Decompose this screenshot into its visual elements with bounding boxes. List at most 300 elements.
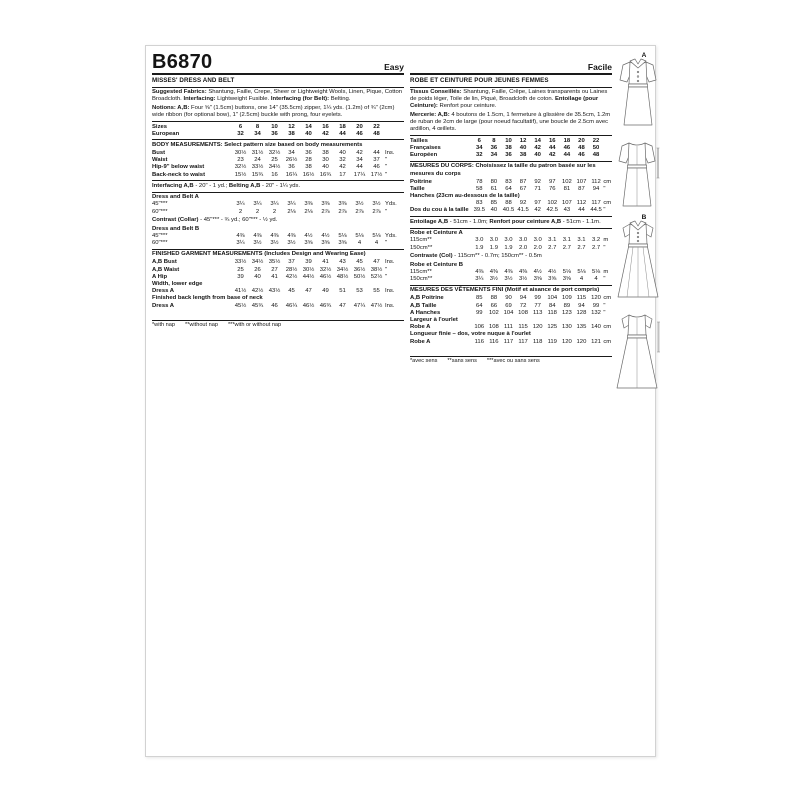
text-segment: - 51cm - 1.1m. bbox=[561, 218, 601, 225]
cell-value: 99 bbox=[592, 302, 600, 309]
unit-label: Ins. bbox=[385, 259, 395, 266]
cell-value: 5⅛ bbox=[562, 268, 571, 275]
cell-value: 44 bbox=[578, 207, 585, 214]
cell-value: 17½ bbox=[370, 171, 383, 178]
cell-value: 3.2 bbox=[591, 237, 601, 244]
text-segment: Mercerie: A,B: bbox=[410, 112, 452, 118]
cell-value: 20 bbox=[578, 137, 585, 144]
cell-value: 34 bbox=[490, 151, 498, 158]
cell-value: 38 bbox=[322, 149, 329, 156]
cell-value: 16½ bbox=[302, 171, 315, 178]
cell-value: 3¼ bbox=[287, 201, 296, 208]
cell-value: 140 bbox=[591, 324, 601, 331]
cell-value: 42 bbox=[534, 207, 541, 214]
cell-value: 44 bbox=[548, 144, 556, 151]
row-label: Européen bbox=[410, 151, 438, 158]
unit-label: " bbox=[385, 273, 388, 280]
cell-value: 43 bbox=[563, 207, 571, 214]
table-row bbox=[152, 259, 404, 266]
cell-value: 117 bbox=[503, 338, 514, 345]
cell-value: 53 bbox=[356, 288, 363, 295]
cell-value: 16 bbox=[548, 137, 556, 144]
cell-value: 40 bbox=[305, 130, 312, 137]
cell-value: 26½ bbox=[285, 157, 298, 164]
cell-value: 92 bbox=[534, 178, 541, 185]
cell-value: 4½ bbox=[321, 233, 330, 240]
row-label: Tailles bbox=[410, 137, 428, 144]
unit-label: " bbox=[603, 207, 606, 214]
text-segment: - 20" - 1 yd.; bbox=[193, 182, 229, 189]
cell-value: 116 bbox=[474, 338, 484, 345]
cell-value: 16¾ bbox=[319, 171, 332, 178]
cell-value: 42.5 bbox=[546, 207, 558, 214]
cell-value: 25 bbox=[271, 157, 278, 164]
divider bbox=[152, 320, 404, 321]
divider bbox=[410, 356, 612, 357]
cell-value: 4⅜ bbox=[270, 233, 279, 240]
text-segment: Contraste (Col) bbox=[410, 252, 453, 259]
table-row bbox=[152, 274, 404, 281]
cell-value: 48 bbox=[373, 130, 380, 137]
cell-value: 47 bbox=[305, 288, 312, 295]
cell-value: 39 bbox=[237, 273, 244, 280]
cell-value: 66 bbox=[490, 302, 498, 309]
table-row bbox=[410, 331, 612, 338]
cell-value: 2.7 bbox=[577, 244, 586, 251]
cell-value: 41½ bbox=[234, 288, 247, 295]
cell-value: 118 bbox=[532, 338, 543, 345]
cell-value: 3½ bbox=[518, 276, 528, 283]
cell-value: 32½ bbox=[268, 149, 281, 156]
cell-value: 64 bbox=[476, 302, 483, 309]
cell-value: 85 bbox=[490, 200, 498, 207]
cell-value: 77 bbox=[534, 302, 541, 309]
cell-value: 2.7 bbox=[591, 244, 601, 251]
row-label: 45"*** bbox=[152, 233, 168, 240]
measurement-table bbox=[410, 230, 612, 252]
dress-b-back-sketch bbox=[615, 306, 661, 392]
cell-value: 45 bbox=[356, 259, 363, 266]
cell-value: 2.7 bbox=[562, 244, 571, 251]
row-section-label: Hanches (23cm au-dessous de la taille) bbox=[410, 193, 520, 200]
cell-value: 22 bbox=[373, 123, 380, 130]
cell-value: 120 bbox=[561, 338, 572, 345]
cell-value: 40 bbox=[519, 144, 527, 151]
cell-value: 46 bbox=[271, 302, 278, 309]
table-row bbox=[410, 324, 612, 331]
table-row bbox=[152, 164, 404, 171]
row-label: 45"*** bbox=[152, 201, 168, 208]
cell-value: 32½ bbox=[319, 266, 332, 273]
cell-value: 42½ bbox=[285, 273, 298, 280]
cell-value: 47¼ bbox=[353, 302, 366, 309]
view-label: B bbox=[641, 214, 647, 221]
cell-value: 40 bbox=[339, 149, 346, 156]
cell-value: 37 bbox=[373, 157, 380, 164]
cell-value: 43½ bbox=[268, 288, 281, 295]
table-row bbox=[152, 124, 404, 131]
cell-value: 48½ bbox=[336, 273, 349, 280]
unit-label: cm bbox=[603, 324, 612, 331]
cell-value: 46½ bbox=[319, 273, 332, 280]
text-segment: Shantung, Faille, Crepe, Sheer or Lightweight Wools, Linen, Pique, Cotton Broadcloth. bbox=[152, 89, 403, 102]
title-row-english bbox=[152, 53, 404, 72]
cell-value: 67 bbox=[519, 185, 527, 192]
cell-value: 16¼ bbox=[285, 171, 298, 178]
cell-value: 4⅜ bbox=[504, 268, 513, 275]
row-label: 115cm** bbox=[410, 237, 432, 244]
row-section-label: Robe et Ceinture A bbox=[410, 230, 463, 237]
row-section-label: Width, lower edge bbox=[152, 281, 203, 288]
unit-label: Ins. bbox=[385, 302, 395, 309]
measurement-table bbox=[152, 124, 404, 138]
cell-value: 108 bbox=[518, 309, 528, 316]
title-divider bbox=[152, 73, 404, 75]
text-segment: - 20" - 1¼ yds. bbox=[260, 182, 301, 189]
cell-value: 89 bbox=[563, 302, 571, 309]
measurement-table bbox=[410, 138, 612, 160]
cell-value: 38 bbox=[288, 130, 295, 137]
cell-value: 46 bbox=[578, 151, 585, 158]
cell-value: 2⅞ bbox=[338, 208, 347, 215]
cell-value: 97 bbox=[534, 200, 541, 207]
cell-value: 14 bbox=[305, 123, 312, 130]
text-segment: Interfacing: bbox=[183, 96, 218, 102]
cell-value: 26 bbox=[254, 266, 261, 273]
cell-value: 2.0 bbox=[518, 244, 528, 251]
cell-value: 16 bbox=[271, 171, 278, 178]
table-row bbox=[152, 267, 404, 274]
text-segment: - 115cm** - 0.7m; 150cm** - 0.5m bbox=[452, 252, 542, 259]
cell-value: 12 bbox=[288, 123, 295, 130]
divider bbox=[410, 285, 612, 286]
dress-b-front-sketch bbox=[615, 215, 661, 301]
cell-value: 99 bbox=[476, 309, 483, 316]
cell-value: 107 bbox=[561, 200, 572, 207]
difficulty-label-french: Facile bbox=[587, 62, 612, 72]
table-row bbox=[410, 152, 612, 159]
text-segment: *avec sens bbox=[410, 358, 438, 365]
table-row bbox=[152, 295, 404, 302]
cell-value: 94 bbox=[519, 295, 527, 302]
unit-label: " bbox=[385, 266, 388, 273]
cell-value: 78 bbox=[476, 178, 483, 185]
cell-value: 36 bbox=[490, 144, 498, 151]
english-column bbox=[152, 53, 404, 329]
cell-value: 40 bbox=[322, 164, 329, 171]
cell-value: 32 bbox=[237, 130, 244, 137]
cell-value: 2.0 bbox=[533, 244, 542, 251]
row-label: Dress A bbox=[152, 288, 175, 295]
cell-value: 27 bbox=[271, 266, 278, 273]
cell-value: 3.1 bbox=[562, 237, 571, 244]
row-label: Robe A bbox=[410, 338, 431, 345]
cell-value: 46 bbox=[356, 130, 363, 137]
unit-label: cm bbox=[603, 178, 612, 185]
table-row bbox=[410, 262, 612, 269]
text-segment: Interfacing (for Belt): bbox=[270, 96, 331, 102]
row-label: Poitrine bbox=[410, 178, 432, 185]
cell-value: 34½ bbox=[251, 259, 264, 266]
row-label: 60"*** bbox=[152, 208, 168, 215]
cell-value: 3⅝ bbox=[533, 276, 542, 283]
cell-value: 25 bbox=[237, 266, 244, 273]
cell-value: 3½ bbox=[253, 240, 262, 247]
cell-value: 104 bbox=[503, 309, 514, 316]
cell-value: 3⅝ bbox=[321, 240, 330, 247]
row-label: Bust bbox=[152, 149, 166, 156]
row-section-label: Dress and Belt B bbox=[152, 225, 200, 232]
unit-label bbox=[385, 131, 402, 138]
cell-value: 3¼ bbox=[270, 201, 279, 208]
cell-value: 102 bbox=[488, 309, 499, 316]
cell-value: 32½ bbox=[234, 164, 247, 171]
unit-label: " bbox=[603, 302, 606, 309]
cell-value: 15¾ bbox=[251, 171, 264, 178]
table-row bbox=[410, 317, 612, 324]
table-row bbox=[410, 276, 612, 283]
cell-value: 97 bbox=[548, 178, 556, 185]
measurement-table bbox=[152, 194, 404, 216]
cell-value: 3.1 bbox=[577, 237, 586, 244]
paragraph bbox=[410, 89, 612, 110]
english-content bbox=[152, 77, 404, 329]
cell-value: 5⅛ bbox=[591, 268, 601, 275]
row-label bbox=[410, 200, 472, 207]
row-label: Hip-9" below waist bbox=[152, 164, 205, 171]
unit-label: Yds. bbox=[385, 201, 397, 208]
cell-value: 111 bbox=[504, 324, 513, 331]
dress-a-back-sketch bbox=[615, 134, 661, 210]
cell-value: 90 bbox=[505, 295, 512, 302]
cell-value: 47½ bbox=[370, 302, 383, 309]
cell-value: 44 bbox=[373, 149, 380, 156]
cell-value: 5⅛ bbox=[372, 233, 381, 240]
cell-value: 38 bbox=[519, 151, 527, 158]
cell-value: 116 bbox=[489, 338, 499, 345]
cell-value: 42½ bbox=[251, 288, 264, 295]
table-row bbox=[410, 303, 612, 310]
cell-value: 4 bbox=[357, 240, 362, 247]
row-label: Waist bbox=[152, 157, 168, 164]
table-row bbox=[152, 240, 404, 247]
table-row bbox=[152, 288, 404, 295]
cell-value: 115 bbox=[518, 324, 528, 331]
cell-value: 106 bbox=[474, 324, 485, 331]
cell-value: 36 bbox=[505, 151, 512, 158]
divider bbox=[410, 135, 612, 136]
text-segment: Shantung, Faille, Crêpe, Laines transparents ou Laines de poids léger, Toile de lin, Piqué, Broadcloth de coton. bbox=[410, 89, 608, 102]
cell-value: 36 bbox=[271, 130, 278, 137]
cell-value: 45¾ bbox=[251, 302, 264, 309]
cell-value: 4⅜ bbox=[475, 268, 484, 275]
unit-label: Yds. bbox=[385, 233, 397, 240]
cell-value: 3½ bbox=[504, 276, 513, 283]
cell-value: 125 bbox=[547, 324, 558, 331]
dress-a-front-illustration bbox=[615, 53, 661, 129]
cell-value: 34½ bbox=[336, 266, 349, 273]
row-label: A,B Poitrine bbox=[410, 295, 444, 302]
cell-value: 115 bbox=[576, 295, 587, 302]
divider bbox=[410, 161, 612, 162]
unit-label: Ins. bbox=[385, 149, 395, 156]
cell-value: 2.7 bbox=[548, 244, 557, 251]
cell-value: 24 bbox=[254, 157, 261, 164]
cell-value: 2⅛ bbox=[304, 208, 313, 215]
cell-value: 1.9 bbox=[504, 244, 513, 251]
cell-value: 17¼ bbox=[353, 171, 366, 178]
row-label: 60"*** bbox=[152, 240, 168, 247]
cell-value: 48 bbox=[578, 144, 585, 151]
cell-value: 120 bbox=[532, 324, 543, 331]
paragraph bbox=[152, 105, 404, 119]
cell-value: 3.0 bbox=[518, 237, 528, 244]
table-row bbox=[152, 303, 404, 310]
cell-value: 44 bbox=[356, 164, 363, 171]
measurement-table bbox=[410, 179, 612, 215]
cell-value: 113 bbox=[532, 309, 543, 316]
text-segment: Belting. bbox=[330, 96, 351, 102]
cell-value: 12 bbox=[519, 137, 527, 144]
row-label: A,B Bust bbox=[152, 259, 177, 266]
cell-value: 3⅜ bbox=[338, 201, 347, 208]
paragraph bbox=[152, 183, 404, 190]
cell-value: 4½ bbox=[304, 233, 313, 240]
cell-value: 4⅜ bbox=[287, 233, 296, 240]
cell-value: 47 bbox=[339, 302, 346, 309]
cell-value: 46¼ bbox=[285, 302, 298, 309]
cell-value: 132 bbox=[591, 309, 601, 316]
cell-value: 4 bbox=[594, 276, 598, 283]
cell-value: 3.0 bbox=[504, 237, 513, 244]
spacer bbox=[152, 310, 404, 318]
cell-value: 4 bbox=[579, 276, 584, 283]
text-segment: Renfort pour ceinture. bbox=[439, 103, 497, 109]
cell-value: 3.0 bbox=[475, 237, 484, 244]
cell-value: 3½ bbox=[355, 201, 364, 208]
cell-value: 42 bbox=[322, 130, 329, 137]
cell-value: 33½ bbox=[251, 164, 264, 171]
cell-value: 120 bbox=[591, 295, 601, 302]
cell-value: 44.5 bbox=[590, 207, 602, 214]
row-label: Back-neck to waist bbox=[152, 171, 206, 178]
cell-value: 104 bbox=[547, 295, 558, 302]
paragraph bbox=[152, 217, 404, 224]
cell-value: 5⅛ bbox=[355, 233, 364, 240]
cell-value: 34 bbox=[288, 149, 295, 156]
cell-value: 18 bbox=[563, 137, 571, 144]
cell-value: 4½ bbox=[533, 268, 542, 275]
cell-value: 130 bbox=[561, 324, 572, 331]
table-row bbox=[152, 194, 404, 201]
pattern-number: B6870 bbox=[152, 51, 213, 73]
paragraph bbox=[410, 219, 612, 226]
unit-label: Ins. bbox=[385, 288, 395, 295]
row-label: Dress A bbox=[152, 302, 175, 309]
cell-value: 121 bbox=[591, 338, 601, 345]
dress-b-back-illustration bbox=[615, 306, 661, 392]
cell-value: 28½ bbox=[285, 266, 298, 273]
cell-value: 46½ bbox=[302, 302, 315, 309]
illustration-column bbox=[613, 53, 663, 397]
cell-value: 112 bbox=[576, 200, 587, 207]
table-row bbox=[410, 179, 612, 186]
divider bbox=[152, 87, 404, 88]
cell-value: 6 bbox=[477, 137, 481, 144]
cell-value: 3¼ bbox=[236, 240, 245, 247]
text-segment: Entoilage (pour Ceinture): bbox=[410, 96, 599, 109]
cell-value: 71 bbox=[534, 185, 541, 192]
cell-value: 39 bbox=[305, 259, 312, 266]
cell-value: 85 bbox=[476, 295, 483, 302]
cell-value: 120 bbox=[576, 338, 587, 345]
unit-label: m bbox=[603, 237, 609, 244]
french-column bbox=[410, 53, 612, 365]
unit-label: " bbox=[603, 309, 606, 316]
table-row bbox=[152, 209, 404, 216]
table-row bbox=[410, 245, 612, 252]
cell-value: 3⅝ bbox=[338, 240, 347, 247]
difficulty-label-english: Easy bbox=[384, 62, 404, 72]
cell-value: 4⅜ bbox=[489, 268, 498, 275]
table-row bbox=[152, 226, 404, 233]
row-section-label: Finished back length from base of neck bbox=[152, 295, 263, 302]
cell-value: 3.1 bbox=[548, 237, 557, 244]
cell-value: 88 bbox=[505, 200, 512, 207]
section-heading: MISSES' DRESS AND BELT bbox=[152, 77, 235, 84]
cell-value: 32 bbox=[339, 157, 346, 164]
cell-value: 34½ bbox=[268, 164, 281, 171]
cell-value: 33½ bbox=[234, 259, 247, 266]
text-segment: 4 boutons de 1.5cm, 1 fermeture à glissière de 35.5cm, 1.2m de ruban de 2cm de large (pour noeud facultatif), une boucle de 2.5cm avec ardillon, 4 œillets. bbox=[410, 112, 611, 132]
cell-value: 46 bbox=[373, 164, 380, 171]
cell-value: 1.9 bbox=[475, 244, 484, 251]
unit-label: m bbox=[603, 268, 609, 275]
table-row bbox=[410, 193, 612, 200]
title-divider bbox=[410, 73, 612, 75]
row-section-label: Dress and Belt A bbox=[152, 194, 199, 201]
unit-label: " bbox=[603, 276, 606, 283]
text-segment: Interfacing A,B bbox=[152, 182, 194, 189]
section-heading: ROBE ET CEINTURE POUR JEUNES FEMMES bbox=[410, 77, 549, 84]
cell-value: 39.5 bbox=[473, 207, 486, 214]
cell-value: 135 bbox=[576, 324, 587, 331]
row-label: Dos du cou à la taille bbox=[410, 207, 469, 214]
cell-value: 36 bbox=[305, 149, 312, 156]
cell-value: 34 bbox=[476, 144, 483, 151]
cell-value: 51 bbox=[339, 288, 346, 295]
cell-value: 30½ bbox=[234, 149, 247, 156]
cell-value: 94 bbox=[592, 185, 600, 192]
cell-value: 3¼ bbox=[475, 276, 484, 283]
cell-value: 80 bbox=[490, 178, 498, 185]
cell-value: 50½ bbox=[353, 273, 366, 280]
footnote bbox=[152, 322, 404, 329]
unit-label bbox=[385, 124, 402, 131]
cell-value: 34 bbox=[356, 157, 363, 164]
unit-label: " bbox=[603, 244, 606, 251]
cell-value: 76 bbox=[548, 185, 556, 192]
text-segment: **without nap bbox=[185, 322, 218, 329]
cell-value: 2 bbox=[255, 208, 260, 215]
unit-label: cm bbox=[603, 200, 612, 207]
cell-value: 42 bbox=[339, 164, 346, 171]
cell-value: 46¾ bbox=[319, 302, 332, 309]
cell-value: 16 bbox=[322, 123, 329, 130]
cell-value: 49 bbox=[322, 288, 329, 295]
cell-value: 41 bbox=[271, 273, 278, 280]
cell-value: 44½ bbox=[302, 273, 315, 280]
